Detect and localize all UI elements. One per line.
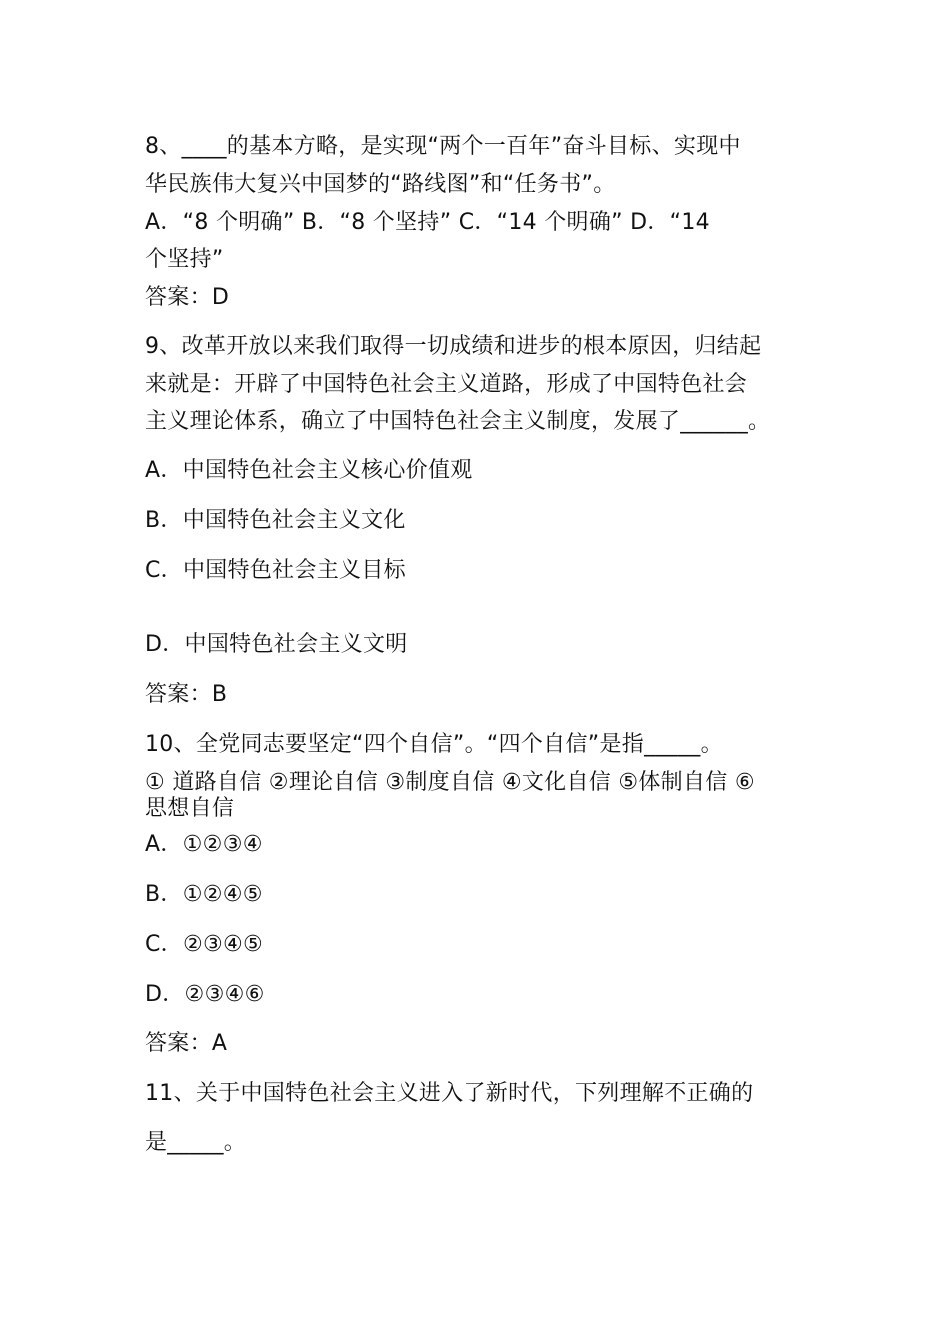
question-9-text-line-1: 9、改革开放以来我们取得一切成绩和进步的根本原因，归结起 [145, 334, 762, 359]
question-10-items-line-1: ① 道路自信 ②理论自信 ③制度自信 ④文化自信 ⑤体制自信 ⑥ [145, 770, 755, 795]
question-9-option-b: B．中国特色社会主义文化 [145, 508, 406, 533]
question-8-options-line-1: A．“8 个明确” B．“8 个坚持” C．“14 个明确” D．“14 [145, 210, 710, 235]
question-9-text-line-3: 主义理论体系，确立了中国特色社会主义制度，发展了______。 [145, 409, 771, 434]
question-9-option-d: D．中国特色社会主义文明 [145, 632, 408, 657]
question-10-answer: 答案：A [145, 1031, 228, 1056]
question-9-text-line-2: 来就是：开辟了中国特色社会主义道路，形成了中国特色社会 [145, 372, 748, 397]
question-9-option-c: C．中国特色社会主义目标 [145, 558, 406, 583]
question-8-text-line-2: 华民族伟大复兴中国梦的“路线图”和“任务书”。 [145, 172, 616, 197]
question-8-answer: 答案：D [145, 285, 230, 310]
question-8-text-line-1: 8、____的基本方略，是实现“两个一百年”奋斗目标、实现中 [145, 134, 741, 159]
question-10-items-line-2: 思想自信 [145, 796, 235, 821]
question-10-option-b: B．①②④⑤ [145, 882, 263, 907]
question-11-text-line-2: 是_____。 [145, 1130, 247, 1155]
question-11-text-line-1: 11、关于中国特色社会主义进入了新时代，下列理解不正确的 [145, 1081, 754, 1106]
question-9-answer: 答案：B [145, 682, 228, 707]
question-10-option-a: A．①②③④ [145, 832, 263, 857]
question-10-option-c: C．②③④⑤ [145, 932, 264, 957]
question-8-options-line-2: 个坚持” [145, 247, 224, 272]
question-10-text-line-1: 10、全党同志要坚定“四个自信”。“四个自信”是指_____。 [145, 732, 723, 757]
question-9-option-a: A．中国特色社会主义核心价值观 [145, 458, 473, 483]
question-10-option-d: D．②③④⑥ [145, 982, 265, 1007]
